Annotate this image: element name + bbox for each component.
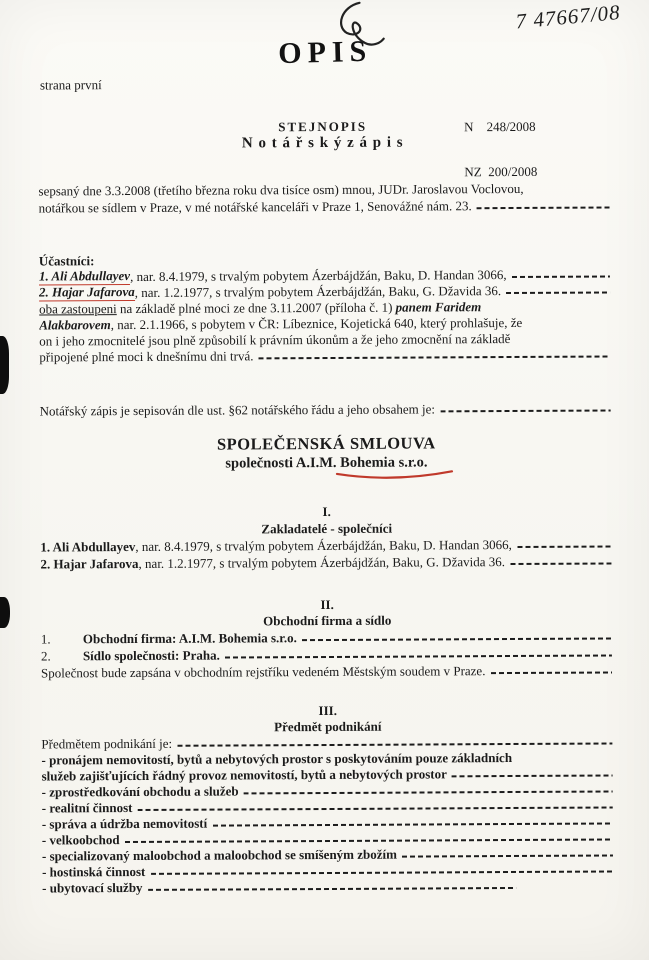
dash-fill	[510, 562, 611, 565]
section-2-number: II.	[320, 596, 334, 613]
contract-subtitle-pre: společnosti A.I.M.	[225, 454, 341, 472]
business-item-text: - realitní činnost	[41, 799, 136, 816]
registry-note-line	[41, 661, 614, 681]
rep-name-part-2: Alakbarovem	[39, 317, 111, 333]
dash-fill	[259, 356, 611, 360]
dash-fill	[512, 276, 610, 279]
page-number-label: strana první	[39, 77, 102, 93]
red-underline-mark	[335, 469, 455, 482]
dash-fill	[491, 671, 612, 674]
rep-underlined-text: oba zastoupeni	[39, 301, 117, 317]
section-1-heading: Zakladatelé - společníci	[261, 520, 393, 537]
section-3-heading: Předmět podnikání	[274, 718, 382, 735]
dash-fill	[138, 806, 613, 810]
dash-fill	[452, 774, 613, 777]
intro-text-1: sepsaný dne 3.3.2008 (třetího března roku dva tisíce osm) mnou, JUDr. Jaroslavou Voclovou,	[38, 180, 524, 198]
contract-title: SPOLEČENSKÁ SMLOUVA	[216, 433, 436, 454]
registry-note-text: Společnost bude zapsána v obchodním rejstříku vedeném Městským soudem v Praze.	[40, 662, 489, 680]
business-item-text: - zprostředkování obchodu a služeb	[41, 783, 242, 800]
participant-1-name: 1. Ali Abdullayev	[39, 268, 130, 285]
business-item-text: - hostinská činnost	[42, 863, 149, 880]
scan-artifact-1	[0, 336, 9, 394]
contract-title-block	[40, 432, 613, 474]
dash-fill	[125, 838, 613, 843]
business-item-text: služeb zajišťujících řádný provoz nemovitostí, bytů a nebytových prostor	[41, 766, 450, 784]
business-item-text: - pronájem nemovitostí, bytů a nebytových prostor s poskytováním pouze základních	[41, 750, 513, 768]
rep-details: , nar. 2.1.1966, s pobytem v ČR: Líbeznice, Kojetická 640, který prohlašuje, že	[110, 314, 523, 333]
section-2	[41, 595, 614, 681]
dash-fill	[302, 637, 612, 641]
participant-2-name: 2. Hajar Jafarova	[39, 284, 135, 302]
founder-2-details: , nar. 1.2.1977, s trvalým pobytem Ázerbájdžán, Baku, G. Džavida 36.	[138, 553, 509, 571]
business-item-text: - ubytovací služby	[42, 879, 146, 896]
rep-name-part-1: panem Faridem	[395, 299, 482, 315]
firm-seat-text: Sídlo společnosti: Praha.	[82, 647, 224, 663]
participants-label: Účastníci:	[38, 252, 95, 268]
company-name: Bohemia s.r.o.	[340, 454, 428, 471]
founder-2-name: 2. Hajar Jafarova	[40, 555, 139, 571]
dash-fill	[402, 854, 613, 857]
dash-fill	[517, 545, 611, 547]
section-1	[40, 502, 613, 572]
intro-text-2: notářkou se sídlem v Praze, v mé notářské kanceláři v Praze 1, Senovážné nám. 23.	[38, 197, 476, 215]
rep-text: na základě plné moci ze dne 3.11.2007 (příloha č. 1)	[116, 299, 396, 317]
representative-line-4	[39, 346, 612, 365]
case-ref-nz: NZ 200/2008	[464, 163, 538, 180]
company-name-marked	[340, 453, 427, 472]
contract-subtitle	[40, 452, 613, 474]
document-body	[0, 179, 649, 896]
clause-line	[40, 399, 613, 419]
stejnopis-label: STEJNOPIS	[278, 118, 368, 135]
rep-text-3: on i jeho zmocnitelé jsou plně způsobilí k právním úkonům a že jeho zmocnění na základě	[39, 331, 511, 349]
founder-1-details: , nar. 8.4.1979, s trvalým pobytem Ázerbájdžán, Baku, D. Handan 3066,	[135, 536, 516, 554]
document-title: N o t á ř s k ý z á p i s	[241, 134, 404, 152]
founder-1-name: 1. Ali Abdullayev	[40, 538, 136, 554]
section-3	[41, 701, 615, 896]
business-item-text: - velkoobchod	[41, 832, 123, 848]
business-item-text: - specializovaný maloobchod a maloobchod se smíšeným zbožím	[41, 846, 401, 864]
participant-2-details: , nar. 1.2.1977, s trvalým pobytem Ázerbájdžán, Baku, G. Džavida 36.	[134, 283, 505, 300]
participants-block	[39, 266, 612, 365]
dash-fill	[148, 887, 516, 891]
item-2-number: 2.	[40, 647, 51, 663]
business-item-text: - správa a údržba nemovitostí	[41, 815, 211, 832]
dash-fill	[440, 409, 610, 412]
section-1-number: I.	[322, 503, 331, 520]
rep-text-4: připojené plné moci k dnešnímu dni trvá.	[39, 348, 257, 365]
handwritten-case-number: 7 47667/08	[514, 0, 622, 34]
opis-stamp: OPIS	[277, 34, 373, 71]
case-ref-n: N 248/2008	[464, 118, 536, 135]
dash-fill	[212, 822, 612, 826]
handwritten-loop-mark	[329, 0, 387, 54]
section-2-heading: Obchodní firma a sídlo	[263, 612, 392, 629]
firm-name-text: Obchodní firma: A.I.M. Bohemia s.r.o.	[82, 629, 301, 646]
dash-fill	[177, 742, 612, 746]
section-3-number: III.	[318, 702, 337, 719]
dash-fill	[151, 870, 613, 874]
founder-line-2	[40, 552, 613, 572]
item-1-number: 1.	[40, 630, 51, 646]
dash-fill	[244, 790, 613, 794]
business-item-8	[42, 877, 615, 896]
dash-fill	[225, 654, 612, 658]
clause-text: Notářský zápis je sepisován dle ust. §62 notářského řádu a jeho obsahem je:	[39, 400, 439, 418]
dash-fill	[506, 292, 610, 295]
participant-1-details: , nar. 8.4.1979, s trvalým pobytem Ázerbájdžán, Baku, D. Handan 3066,	[130, 267, 510, 285]
document-header	[0, 0, 647, 180]
business-lead-text: Předmětem podnikání je:	[41, 735, 176, 752]
